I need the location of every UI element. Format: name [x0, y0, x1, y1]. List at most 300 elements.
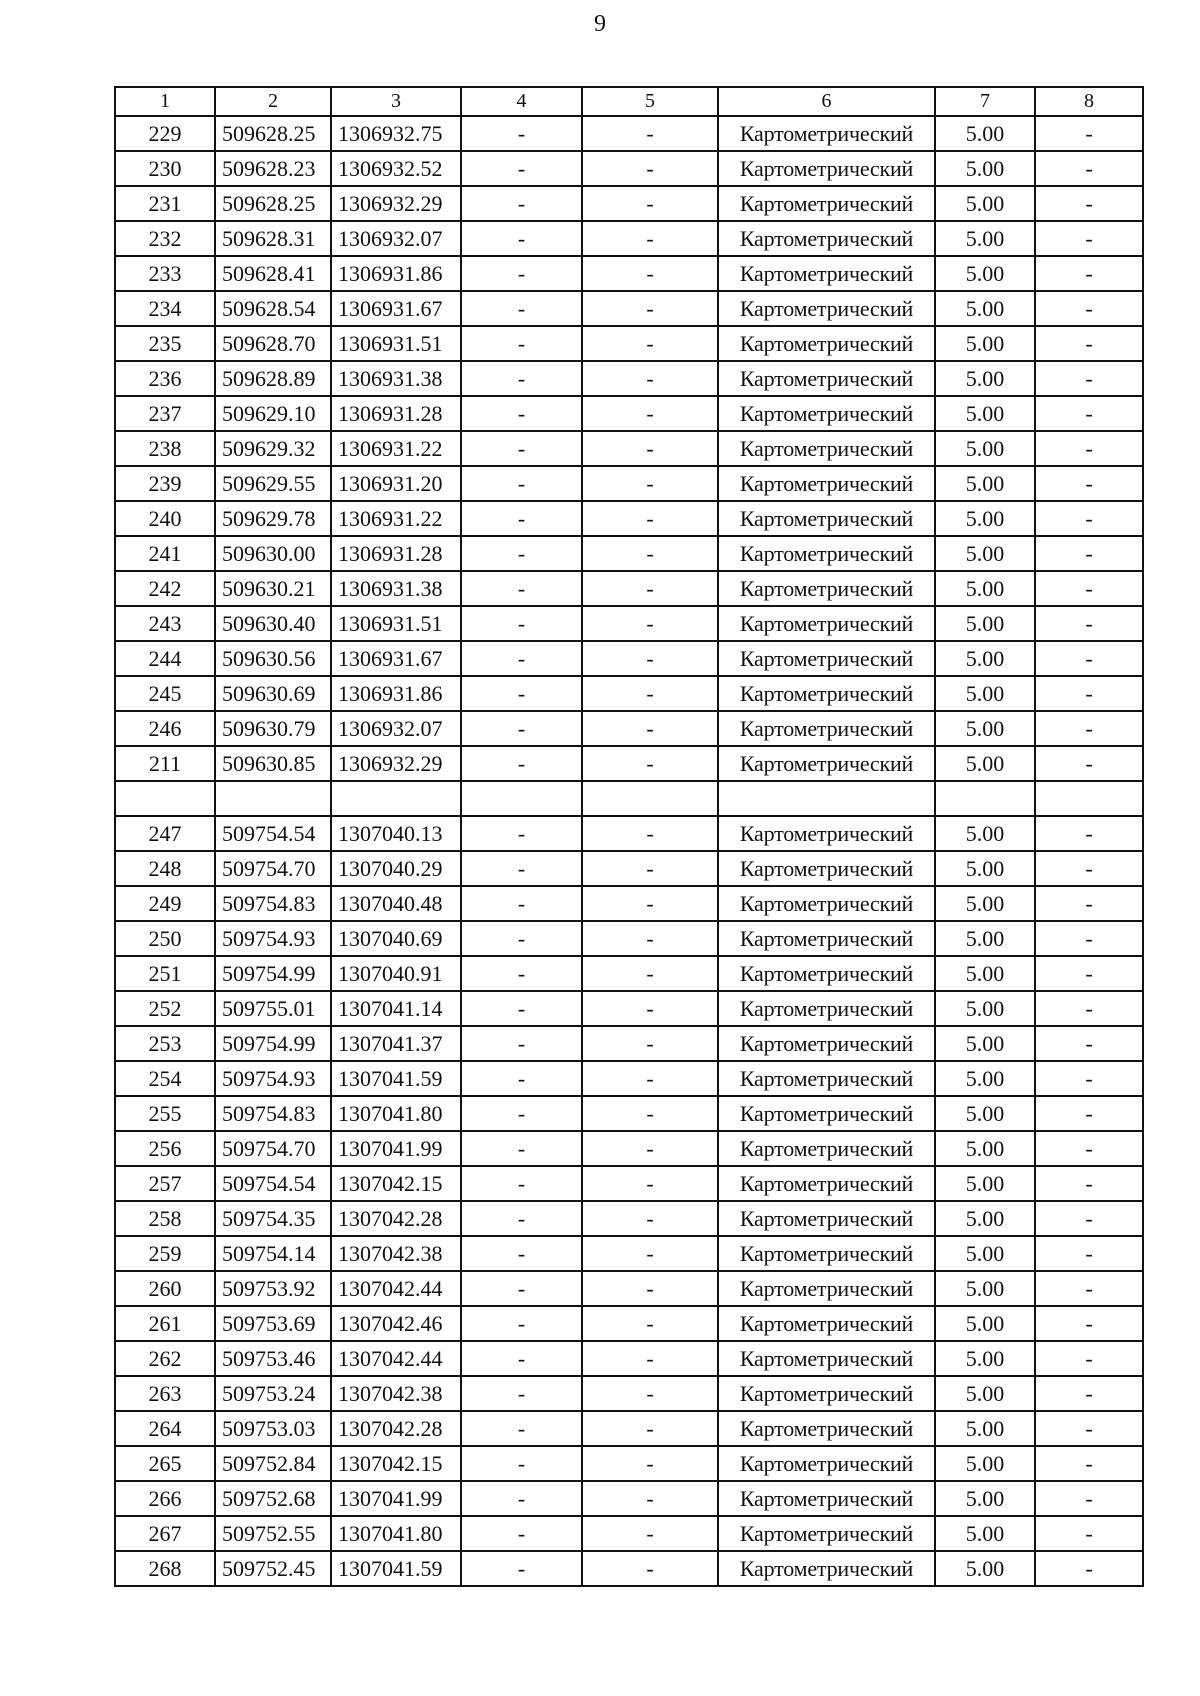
cell-method: Картометрический: [718, 571, 935, 606]
cell-accuracy: 5.00: [935, 1306, 1035, 1341]
cell-col-5-value: -: [582, 1516, 718, 1551]
table-row: [115, 1271, 1143, 1306]
cell-col-5-value: -: [582, 151, 718, 186]
cell-col-8-value: -: [1035, 1341, 1143, 1376]
cell-coord-x: 509630.69: [215, 676, 331, 711]
cell-coord-x: 509754.83: [215, 1096, 331, 1131]
cell-col-4-value: -: [461, 1341, 582, 1376]
cell-col-8-value: -: [1035, 221, 1143, 256]
cell-col-4-value: -: [461, 676, 582, 711]
cell-col-8-value: -: [1035, 886, 1143, 921]
table-row: [115, 1131, 1143, 1166]
cell-coord-x: 509629.10: [215, 396, 331, 431]
cell-col-5-value: -: [582, 1131, 718, 1166]
table-row: [115, 466, 1143, 501]
cell-col-4-value: -: [461, 1026, 582, 1061]
column-header-4: 4: [461, 87, 582, 116]
cell-col-4-value: -: [461, 116, 582, 151]
cell-col-4-value: -: [461, 1411, 582, 1446]
cell-coord-y: 1307041.80: [331, 1516, 461, 1551]
cell-accuracy: 5.00: [935, 1481, 1035, 1516]
cell-method: Картометрический: [718, 1376, 935, 1411]
cell-accuracy: 5.00: [935, 1411, 1035, 1446]
column-header-8: 8: [1035, 87, 1143, 116]
cell-col-8-value: -: [1035, 1131, 1143, 1166]
cell-col-5-value: -: [582, 991, 718, 1026]
cell-accuracy: 5.00: [935, 1551, 1035, 1586]
cell-accuracy: 5.00: [935, 116, 1035, 151]
cell-col-5-value: -: [582, 711, 718, 746]
cell-coord-x: 509753.24: [215, 1376, 331, 1411]
table-row: [115, 326, 1143, 361]
cell-coord-x: 509630.56: [215, 641, 331, 676]
cell-coord-x: 509754.93: [215, 1061, 331, 1096]
cell-method: Картометрический: [718, 991, 935, 1026]
cell-accuracy: 5.00: [935, 1096, 1035, 1131]
cell-coord-y: 1307040.69: [331, 921, 461, 956]
cell-col-4-value: -: [461, 291, 582, 326]
cell-col-5-value: -: [582, 1166, 718, 1201]
cell-accuracy: 5.00: [935, 186, 1035, 221]
cell-coord-y: 1307042.38: [331, 1236, 461, 1271]
table-row: [115, 1376, 1143, 1411]
cell-method: [718, 781, 935, 816]
cell-col-4-value: -: [461, 256, 582, 291]
cell-method: Картометрический: [718, 1341, 935, 1376]
cell-method: Картометрический: [718, 956, 935, 991]
cell-coord-y: 1306931.67: [331, 641, 461, 676]
column-header-3: 3: [331, 87, 461, 116]
table-row: [115, 1481, 1143, 1516]
table-row: [115, 571, 1143, 606]
cell-col-5-value: -: [582, 396, 718, 431]
cell-coord-x: 509629.55: [215, 466, 331, 501]
cell-method: Картометрический: [718, 1236, 935, 1271]
cell-col-5-value: -: [582, 431, 718, 466]
cell-coord-x: 509754.54: [215, 1166, 331, 1201]
cell-col-5-value: -: [582, 1061, 718, 1096]
cell-coord-y: 1306931.38: [331, 361, 461, 396]
cell-point-number: 258: [115, 1201, 215, 1236]
cell-coord-x: 509754.14: [215, 1236, 331, 1271]
cell-col-4-value: -: [461, 1131, 582, 1166]
cell-col-4-value: -: [461, 221, 582, 256]
cell-point-number: 243: [115, 606, 215, 641]
cell-point-number: [115, 781, 215, 816]
cell-accuracy: 5.00: [935, 536, 1035, 571]
table-row: [115, 1446, 1143, 1481]
cell-col-4-value: -: [461, 641, 582, 676]
cell-point-number: 252: [115, 991, 215, 1026]
cell-coord-y: 1306931.20: [331, 466, 461, 501]
cell-col-4-value: -: [461, 816, 582, 851]
cell-col-4-value: -: [461, 606, 582, 641]
cell-col-5-value: -: [582, 1481, 718, 1516]
cell-coord-x: 509752.68: [215, 1481, 331, 1516]
cell-col-8-value: -: [1035, 536, 1143, 571]
cell-coord-y: 1306931.67: [331, 291, 461, 326]
cell-method: Картометрический: [718, 1166, 935, 1201]
cell-coord-y: 1306931.86: [331, 676, 461, 711]
cell-col-5-value: -: [582, 746, 718, 781]
cell-point-number: 260: [115, 1271, 215, 1306]
table-row: [115, 956, 1143, 991]
cell-coord-y: 1307042.28: [331, 1201, 461, 1236]
cell-col-4-value: -: [461, 1061, 582, 1096]
cell-coord-y: 1307042.15: [331, 1166, 461, 1201]
cell-method: Картометрический: [718, 606, 935, 641]
cell-col-4-value: -: [461, 326, 582, 361]
cell-accuracy: 5.00: [935, 1131, 1035, 1166]
cell-coord-y: 1307042.44: [331, 1341, 461, 1376]
cell-col-8-value: -: [1035, 291, 1143, 326]
table-row: [115, 1551, 1143, 1586]
cell-coord-x: 509630.00: [215, 536, 331, 571]
cell-col-5-value: -: [582, 186, 718, 221]
cell-point-number: 248: [115, 851, 215, 886]
cell-col-5-value: -: [582, 816, 718, 851]
table-row: [115, 361, 1143, 396]
cell-col-8-value: -: [1035, 921, 1143, 956]
cell-col-8-value: -: [1035, 501, 1143, 536]
cell-point-number: 234: [115, 291, 215, 326]
table-row: [115, 221, 1143, 256]
cell-coord-x: 509754.83: [215, 886, 331, 921]
cell-coord-y: 1307042.15: [331, 1446, 461, 1481]
cell-coord-y: 1306932.52: [331, 151, 461, 186]
cell-col-8-value: -: [1035, 1061, 1143, 1096]
cell-method: Картометрический: [718, 1096, 935, 1131]
cell-point-number: 254: [115, 1061, 215, 1096]
table-row: [115, 1061, 1143, 1096]
cell-coord-x: 509630.21: [215, 571, 331, 606]
cell-accuracy: [935, 781, 1035, 816]
cell-coord-x: 509628.70: [215, 326, 331, 361]
cell-coord-x: 509628.31: [215, 221, 331, 256]
cell-col-8-value: -: [1035, 1271, 1143, 1306]
cell-coord-y: 1307040.13: [331, 816, 461, 851]
cell-point-number: 267: [115, 1516, 215, 1551]
cell-col-4-value: -: [461, 1516, 582, 1551]
cell-col-8-value: [1035, 781, 1143, 816]
column-header-5: 5: [582, 87, 718, 116]
cell-coord-x: 509630.79: [215, 711, 331, 746]
cell-point-number: 233: [115, 256, 215, 291]
cell-point-number: 244: [115, 641, 215, 676]
cell-col-5-value: -: [582, 501, 718, 536]
cell-coord-y: 1307041.99: [331, 1481, 461, 1516]
cell-col-4-value: -: [461, 851, 582, 886]
cell-coord-x: 509753.69: [215, 1306, 331, 1341]
cell-col-8-value: -: [1035, 1166, 1143, 1201]
cell-coord-x: 509752.55: [215, 1516, 331, 1551]
cell-accuracy: 5.00: [935, 396, 1035, 431]
cell-accuracy: 5.00: [935, 921, 1035, 956]
cell-accuracy: 5.00: [935, 711, 1035, 746]
cell-method: Картометрический: [718, 711, 935, 746]
cell-col-8-value: -: [1035, 396, 1143, 431]
cell-accuracy: 5.00: [935, 1271, 1035, 1306]
table-row: [115, 676, 1143, 711]
cell-col-5-value: -: [582, 1201, 718, 1236]
table-row: [115, 606, 1143, 641]
cell-col-5-value: -: [582, 1411, 718, 1446]
cell-col-8-value: -: [1035, 1096, 1143, 1131]
cell-col-8-value: -: [1035, 676, 1143, 711]
cell-coord-x: 509629.78: [215, 501, 331, 536]
cell-method: Картометрический: [718, 466, 935, 501]
page-number: 9: [594, 11, 606, 37]
cell-coord-x: 509754.99: [215, 1026, 331, 1061]
cell-method: Картометрический: [718, 1411, 935, 1446]
cell-col-5-value: -: [582, 1446, 718, 1481]
table-row: [115, 1201, 1143, 1236]
cell-col-8-value: -: [1035, 326, 1143, 361]
cell-coord-y: 1306931.22: [331, 431, 461, 466]
cell-accuracy: 5.00: [935, 641, 1035, 676]
cell-col-4-value: -: [461, 466, 582, 501]
cell-col-8-value: -: [1035, 956, 1143, 991]
cell-method: Картометрический: [718, 1201, 935, 1236]
cell-point-number: 235: [115, 326, 215, 361]
cell-method: Картометрический: [718, 641, 935, 676]
cell-method: Картометрический: [718, 1551, 935, 1586]
cell-point-number: 253: [115, 1026, 215, 1061]
cell-accuracy: 5.00: [935, 571, 1035, 606]
cell-method: Картометрический: [718, 1131, 935, 1166]
table-row: [115, 746, 1143, 781]
cell-col-4-value: -: [461, 431, 582, 466]
cell-col-4-value: -: [461, 1201, 582, 1236]
cell-col-4-value: -: [461, 361, 582, 396]
cell-col-5-value: -: [582, 361, 718, 396]
cell-accuracy: 5.00: [935, 1341, 1035, 1376]
cell-coord-x: 509629.32: [215, 431, 331, 466]
cell-method: Картометрический: [718, 256, 935, 291]
cell-col-8-value: -: [1035, 851, 1143, 886]
cell-col-8-value: -: [1035, 1481, 1143, 1516]
cell-point-number: 265: [115, 1446, 215, 1481]
cell-accuracy: 5.00: [935, 1201, 1035, 1236]
cell-coord-y: 1306931.28: [331, 396, 461, 431]
cell-accuracy: 5.00: [935, 851, 1035, 886]
column-header-1: 1: [115, 87, 215, 116]
cell-col-5-value: -: [582, 956, 718, 991]
table-row: [115, 816, 1143, 851]
cell-col-5-value: -: [582, 1341, 718, 1376]
cell-method: Картометрический: [718, 291, 935, 326]
table-row: [115, 1411, 1143, 1446]
cell-col-5-value: -: [582, 886, 718, 921]
table-row: [115, 116, 1143, 151]
cell-coord-y: 1307041.59: [331, 1061, 461, 1096]
cell-coord-y: 1306931.51: [331, 606, 461, 641]
cell-accuracy: 5.00: [935, 221, 1035, 256]
cell-accuracy: 5.00: [935, 1516, 1035, 1551]
cell-coord-y: 1307040.91: [331, 956, 461, 991]
table-row: [115, 781, 1143, 816]
cell-point-number: 230: [115, 151, 215, 186]
cell-accuracy: 5.00: [935, 991, 1035, 1026]
cell-accuracy: 5.00: [935, 1446, 1035, 1481]
table-row: [115, 991, 1143, 1026]
cell-method: Картометрический: [718, 116, 935, 151]
cell-col-8-value: -: [1035, 641, 1143, 676]
cell-coord-y: 1306931.22: [331, 501, 461, 536]
cell-accuracy: 5.00: [935, 361, 1035, 396]
cell-col-8-value: -: [1035, 1236, 1143, 1271]
cell-col-4-value: -: [461, 1271, 582, 1306]
table-row: [115, 291, 1143, 326]
cell-col-5-value: -: [582, 256, 718, 291]
cell-coord-y: 1307042.46: [331, 1306, 461, 1341]
cell-coord-x: 509628.41: [215, 256, 331, 291]
table-row: [115, 641, 1143, 676]
cell-col-4-value: -: [461, 1376, 582, 1411]
cell-col-4-value: -: [461, 1166, 582, 1201]
cell-col-4-value: -: [461, 186, 582, 221]
cell-accuracy: 5.00: [935, 746, 1035, 781]
cell-col-4-value: -: [461, 746, 582, 781]
cell-method: Картометрический: [718, 1481, 935, 1516]
cell-coord-y: 1307040.48: [331, 886, 461, 921]
column-header-6: 6: [718, 87, 935, 116]
cell-method: Картометрический: [718, 921, 935, 956]
cell-point-number: 261: [115, 1306, 215, 1341]
table-row: [115, 1516, 1143, 1551]
cell-col-8-value: -: [1035, 816, 1143, 851]
cell-coord-x: 509753.46: [215, 1341, 331, 1376]
cell-point-number: 241: [115, 536, 215, 571]
cell-point-number: 263: [115, 1376, 215, 1411]
cell-method: Картометрический: [718, 886, 935, 921]
cell-col-4-value: -: [461, 1446, 582, 1481]
cell-col-5-value: -: [582, 921, 718, 956]
cell-coord-y: 1306932.75: [331, 116, 461, 151]
cell-point-number: 266: [115, 1481, 215, 1516]
cell-accuracy: 5.00: [935, 151, 1035, 186]
table-row: [115, 501, 1143, 536]
cell-method: Картометрический: [718, 1271, 935, 1306]
cell-col-5-value: -: [582, 221, 718, 256]
cell-col-5-value: -: [582, 1236, 718, 1271]
cell-point-number: 249: [115, 886, 215, 921]
cell-col-8-value: -: [1035, 116, 1143, 151]
cell-method: Картометрический: [718, 396, 935, 431]
cell-coord-y: 1307042.28: [331, 1411, 461, 1446]
cell-col-5-value: [582, 781, 718, 816]
table-row: [115, 921, 1143, 956]
cell-accuracy: 5.00: [935, 256, 1035, 291]
cell-coord-x: 509628.54: [215, 291, 331, 326]
cell-col-4-value: -: [461, 1306, 582, 1341]
cell-point-number: 240: [115, 501, 215, 536]
cell-method: Картометрический: [718, 221, 935, 256]
cell-point-number: 239: [115, 466, 215, 501]
cell-accuracy: 5.00: [935, 1166, 1035, 1201]
cell-coord-x: 509754.35: [215, 1201, 331, 1236]
cell-coord-x: 509628.23: [215, 151, 331, 186]
cell-coord-y: 1307041.59: [331, 1551, 461, 1586]
cell-col-8-value: -: [1035, 746, 1143, 781]
table-row: [115, 886, 1143, 921]
cell-accuracy: 5.00: [935, 956, 1035, 991]
cell-col-8-value: -: [1035, 1411, 1143, 1446]
cell-point-number: 251: [115, 956, 215, 991]
cell-point-number: 264: [115, 1411, 215, 1446]
cell-coord-x: 509754.99: [215, 956, 331, 991]
cell-col-4-value: -: [461, 1551, 582, 1586]
cell-accuracy: 5.00: [935, 676, 1035, 711]
cell-accuracy: 5.00: [935, 1061, 1035, 1096]
cell-col-8-value: -: [1035, 431, 1143, 466]
coordinates-table: [114, 86, 1144, 1587]
cell-coord-x: 509753.03: [215, 1411, 331, 1446]
table-row: [115, 711, 1143, 746]
cell-coord-x: 509630.85: [215, 746, 331, 781]
cell-method: Картометрический: [718, 1516, 935, 1551]
cell-accuracy: 5.00: [935, 1376, 1035, 1411]
cell-col-4-value: -: [461, 536, 582, 571]
cell-col-5-value: -: [582, 676, 718, 711]
cell-coord-y: 1306931.51: [331, 326, 461, 361]
table-row: [115, 1341, 1143, 1376]
cell-col-8-value: -: [1035, 151, 1143, 186]
cell-accuracy: 5.00: [935, 326, 1035, 361]
cell-method: Картометрический: [718, 501, 935, 536]
cell-accuracy: 5.00: [935, 816, 1035, 851]
cell-col-5-value: -: [582, 1096, 718, 1131]
table-row: [115, 396, 1143, 431]
cell-point-number: 250: [115, 921, 215, 956]
cell-coord-x: 509628.25: [215, 116, 331, 151]
cell-col-4-value: -: [461, 571, 582, 606]
cell-point-number: 246: [115, 711, 215, 746]
cell-point-number: 268: [115, 1551, 215, 1586]
table-row: [115, 1236, 1143, 1271]
table-row: [115, 151, 1143, 186]
cell-col-8-value: -: [1035, 186, 1143, 221]
cell-col-8-value: -: [1035, 606, 1143, 641]
cell-col-8-value: -: [1035, 1516, 1143, 1551]
table-row: [115, 431, 1143, 466]
column-header-7: 7: [935, 87, 1035, 116]
cell-col-8-value: -: [1035, 711, 1143, 746]
cell-method: Картометрический: [718, 676, 935, 711]
cell-col-5-value: -: [582, 1306, 718, 1341]
cell-col-5-value: -: [582, 571, 718, 606]
cell-coord-y: [331, 781, 461, 816]
cell-col-5-value: -: [582, 1026, 718, 1061]
table-row: [115, 1306, 1143, 1341]
cell-coord-x: 509752.45: [215, 1551, 331, 1586]
table-body: [115, 116, 1143, 1586]
table-row: [115, 851, 1143, 886]
cell-col-8-value: -: [1035, 1446, 1143, 1481]
cell-coord-y: 1306931.86: [331, 256, 461, 291]
cell-coord-y: 1306932.29: [331, 186, 461, 221]
cell-col-8-value: -: [1035, 1306, 1143, 1341]
cell-coord-y: 1306932.29: [331, 746, 461, 781]
cell-coord-y: 1307042.44: [331, 1271, 461, 1306]
cell-method: Картометрический: [718, 186, 935, 221]
cell-col-5-value: -: [582, 641, 718, 676]
cell-col-5-value: -: [582, 326, 718, 361]
cell-col-4-value: -: [461, 1236, 582, 1271]
cell-col-4-value: [461, 781, 582, 816]
cell-col-5-value: -: [582, 1551, 718, 1586]
cell-col-5-value: -: [582, 1271, 718, 1306]
